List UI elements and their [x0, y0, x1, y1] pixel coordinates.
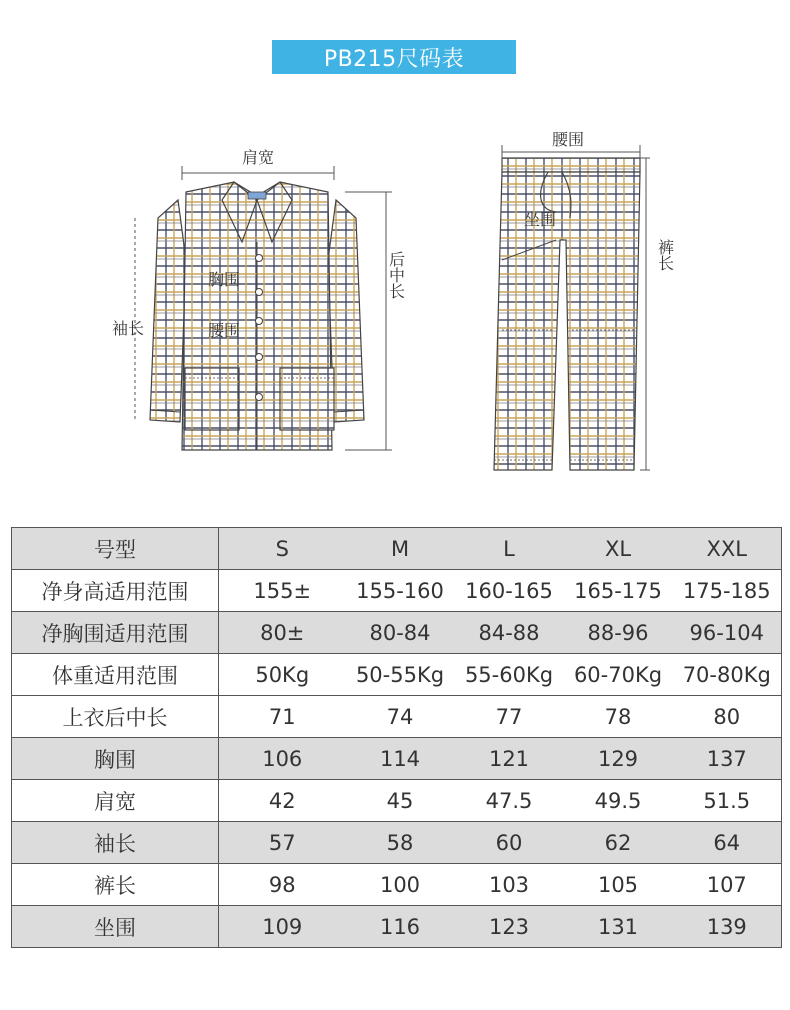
chest-label: 胸围	[207, 270, 241, 289]
table-cell: 96-104	[673, 612, 782, 654]
shoulder-label: 肩宽	[241, 148, 275, 167]
column-header: 号型	[12, 528, 219, 570]
table-cell: 64	[673, 822, 782, 864]
table-cell: 50-55Kg	[346, 654, 455, 696]
back-length-label: 后中长	[386, 251, 406, 299]
table-row	[12, 738, 782, 780]
table-cell: 137	[673, 738, 782, 780]
table-cell: 116	[346, 906, 455, 948]
table-cell: 51.5	[673, 780, 782, 822]
table-row	[12, 864, 782, 906]
table-cell: 109	[219, 906, 346, 948]
shirt-illustration	[150, 182, 364, 450]
table-cell: 107	[673, 864, 782, 906]
table-cell: 121	[455, 738, 564, 780]
table-cell: 60	[455, 822, 564, 864]
row-label: 上衣后中长	[12, 696, 219, 738]
table-cell: 42	[219, 780, 346, 822]
table-row	[12, 780, 782, 822]
table-cell: 70-80Kg	[673, 654, 782, 696]
row-label: 肩宽	[12, 780, 219, 822]
table-cell: 45	[346, 780, 455, 822]
table-cell: 114	[346, 738, 455, 780]
table-row	[12, 612, 782, 654]
table-header-row	[12, 528, 782, 570]
table-cell: 80±	[219, 612, 346, 654]
table-cell: 103	[455, 864, 564, 906]
pants-length-label: 裤长	[655, 239, 675, 271]
table-cell: 60-70Kg	[564, 654, 673, 696]
table-cell: 80	[673, 696, 782, 738]
garment-diagram	[0, 100, 790, 500]
table-row	[12, 570, 782, 612]
column-header: XXL	[673, 528, 782, 570]
row-label: 净胸围适用范围	[12, 612, 219, 654]
table-cell: 50Kg	[219, 654, 346, 696]
table-cell: 57	[219, 822, 346, 864]
table-cell: 49.5	[564, 780, 673, 822]
pants-waist-label: 腰围	[551, 130, 585, 149]
column-header: XL	[564, 528, 673, 570]
table-cell: 58	[346, 822, 455, 864]
table-cell: 155-160	[346, 570, 455, 612]
row-label: 裤长	[12, 864, 219, 906]
table-cell: 47.5	[455, 780, 564, 822]
row-label: 胸围	[12, 738, 219, 780]
table-cell: 74	[346, 696, 455, 738]
table-cell: 98	[219, 864, 346, 906]
table-cell: 139	[673, 906, 782, 948]
table-cell: 78	[564, 696, 673, 738]
row-label: 坐围	[12, 906, 219, 948]
table-cell: 77	[455, 696, 564, 738]
table-cell: 88-96	[564, 612, 673, 654]
size-table	[11, 527, 782, 948]
sleeve-label: 袖长	[111, 319, 145, 338]
table-cell: 84-88	[455, 612, 564, 654]
column-header: M	[346, 528, 455, 570]
table-cell: 62	[564, 822, 673, 864]
table-cell: 80-84	[346, 612, 455, 654]
table-cell: 155±	[219, 570, 346, 612]
table-cell: 129	[564, 738, 673, 780]
row-label: 净身高适用范围	[12, 570, 219, 612]
table-cell: 131	[564, 906, 673, 948]
table-row	[12, 696, 782, 738]
table-row	[12, 822, 782, 864]
table-cell: 55-60Kg	[455, 654, 564, 696]
table-row	[12, 654, 782, 696]
table-cell: 160-165	[455, 570, 564, 612]
column-header: S	[219, 528, 346, 570]
table-cell: 100	[346, 864, 455, 906]
table-cell: 106	[219, 738, 346, 780]
table-cell: 165-175	[564, 570, 673, 612]
table-row	[12, 906, 782, 948]
table-cell: 123	[455, 906, 564, 948]
table-cell: 105	[564, 864, 673, 906]
table-cell: 175-185	[673, 570, 782, 612]
table-cell: 71	[219, 696, 346, 738]
page-title: PB215尺码表	[272, 40, 516, 74]
pants-illustration	[494, 158, 640, 470]
column-header: L	[455, 528, 564, 570]
row-label: 袖长	[12, 822, 219, 864]
hip-label: 坐围	[523, 210, 557, 229]
waist-label: 腰围	[207, 321, 241, 340]
row-label: 体重适用范围	[12, 654, 219, 696]
